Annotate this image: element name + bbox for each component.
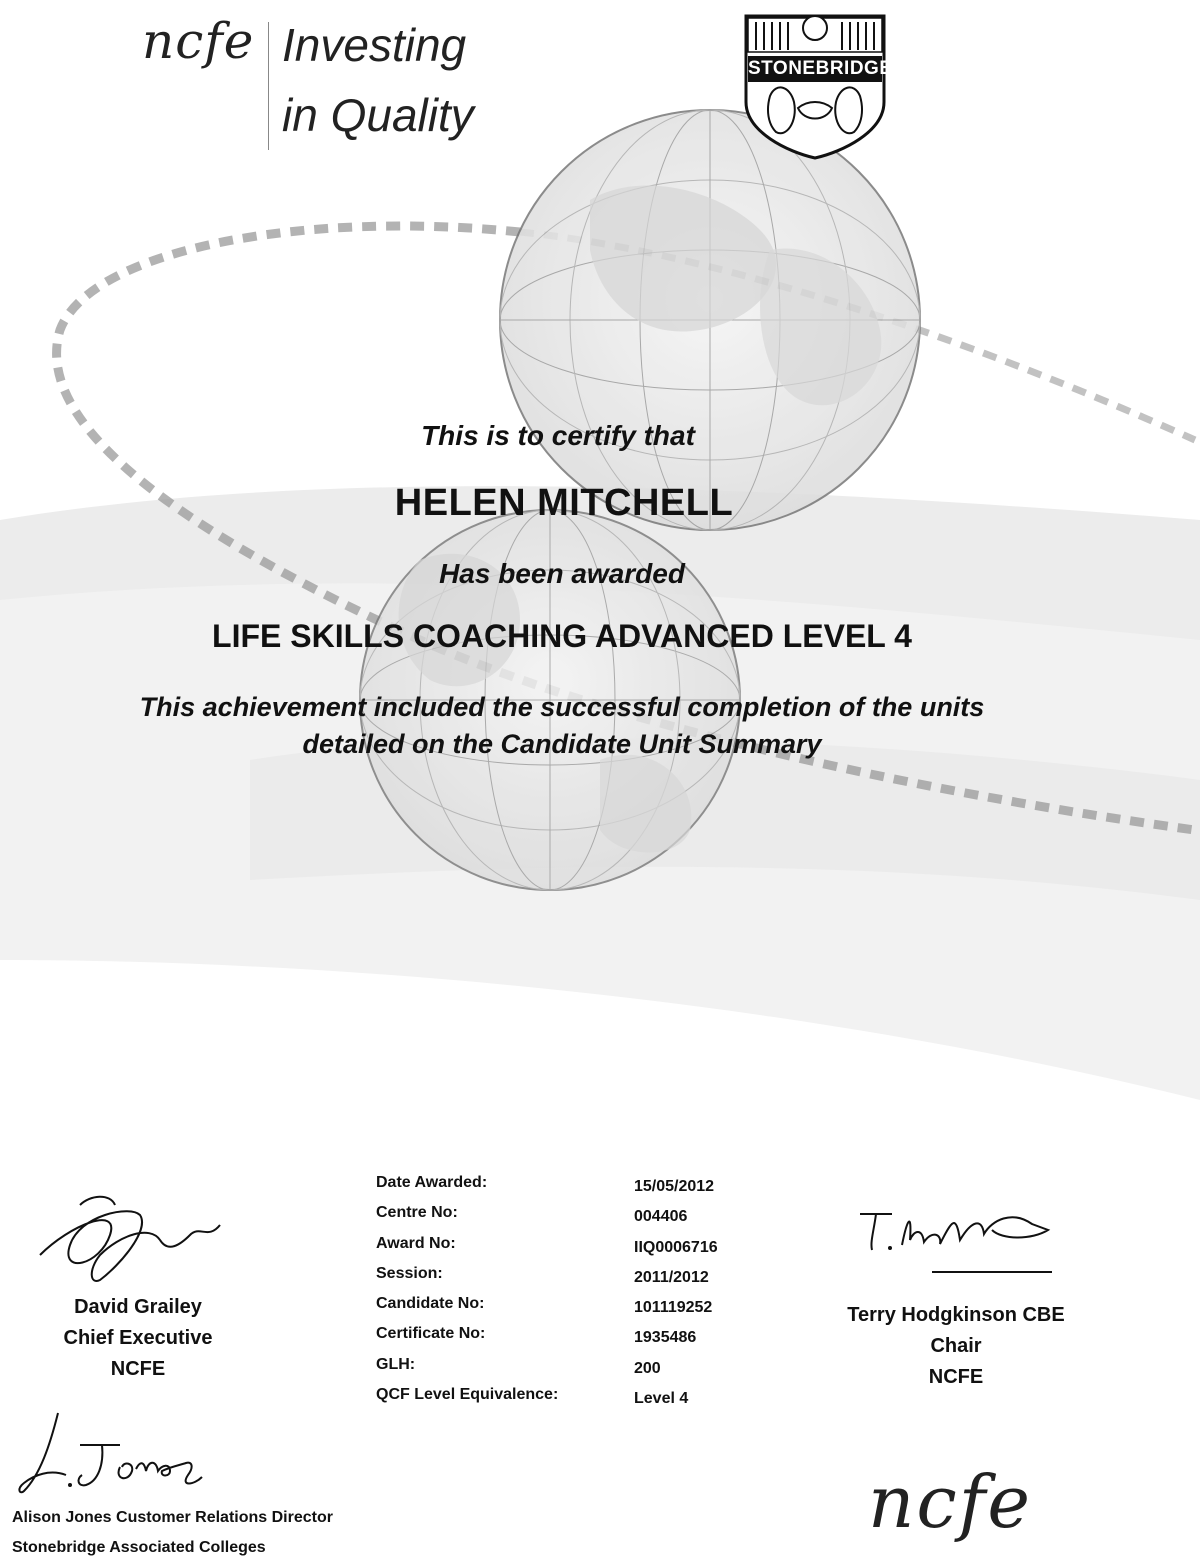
detail-label: QCF Level Equivalence: xyxy=(376,1386,559,1404)
detail-row-award-no xyxy=(376,1235,736,1265)
header-divider xyxy=(268,22,269,150)
detail-row-qcf-level xyxy=(376,1386,736,1416)
signatory-left-role: Chief Executive xyxy=(63,1327,213,1349)
tagline-line1: Investing xyxy=(282,19,467,71)
detail-label: Centre No: xyxy=(376,1204,458,1222)
signatory-right xyxy=(834,1300,1078,1393)
awarded-line: Has been awarded xyxy=(439,558,685,589)
detail-row-session xyxy=(376,1265,736,1295)
signatory-right-org: NCFE xyxy=(928,1366,984,1388)
globe-upper-illustration xyxy=(500,110,920,530)
crest-label: STONEBRIDGE xyxy=(748,56,882,82)
signature-alison-jones xyxy=(10,1405,210,1500)
detail-row-candidate-no xyxy=(376,1295,736,1325)
signatory-left xyxy=(20,1292,256,1385)
detail-label: Certificate No: xyxy=(376,1325,486,1343)
signatory-right-role: Chair xyxy=(930,1335,982,1357)
detail-row-glh xyxy=(376,1356,736,1386)
detail-value: IIQ0006716 xyxy=(634,1238,718,1256)
detail-row-centre-no xyxy=(376,1204,736,1234)
bottom-note-line-2: Stonebridge Associated Colleges xyxy=(12,1539,266,1556)
signature-terry-hodgkinson xyxy=(852,1190,1062,1280)
detail-value: 1935486 xyxy=(634,1329,697,1347)
tagline-line2: in Quality xyxy=(282,89,474,141)
signatory-right-name: Terry Hodgkinson CBE xyxy=(847,1304,1065,1326)
detail-label: GLH: xyxy=(376,1355,416,1373)
detail-value: 2011/2012 xyxy=(634,1268,709,1286)
detail-value: 101119252 xyxy=(634,1299,713,1317)
detail-row-certificate-no xyxy=(376,1325,736,1355)
bottom-note-line-1: Alison Jones Customer Relations Director xyxy=(12,1509,333,1526)
achievement-line-2: detailed on the Candidate Unit Summary xyxy=(302,729,822,759)
certify-line: This is to certify that xyxy=(421,420,695,451)
achievement-line-1: This achievement included the successful completion of the units xyxy=(139,692,985,722)
crest-shield-icon xyxy=(742,12,888,160)
detail-row-date-awarded xyxy=(376,1174,736,1204)
detail-label: Session: xyxy=(376,1264,443,1282)
detail-label: Date Awarded: xyxy=(376,1174,488,1191)
detail-value: Level 4 xyxy=(634,1390,689,1408)
detail-value: 200 xyxy=(634,1359,661,1377)
signatory-left-org: NCFE xyxy=(110,1358,166,1380)
detail-label: Award No: xyxy=(376,1234,456,1252)
ncfe-logo: ncfe xyxy=(142,12,255,70)
detail-value: 004406 xyxy=(634,1208,688,1226)
signature-david-grailey xyxy=(30,1185,230,1290)
award-details-table xyxy=(376,1174,736,1416)
footer-ncfe-logo: ncfe xyxy=(868,1460,1032,1544)
signatory-left-name: David Grailey xyxy=(74,1296,202,1318)
recipient-name: HELEN MITCHELL xyxy=(394,482,734,524)
detail-label: Candidate No: xyxy=(376,1295,485,1313)
stonebridge-crest xyxy=(742,12,893,160)
award-title: LIFE SKILLS COACHING ADVANCED LEVEL 4 xyxy=(212,618,912,654)
detail-value: 15/05/2012 xyxy=(634,1178,715,1195)
